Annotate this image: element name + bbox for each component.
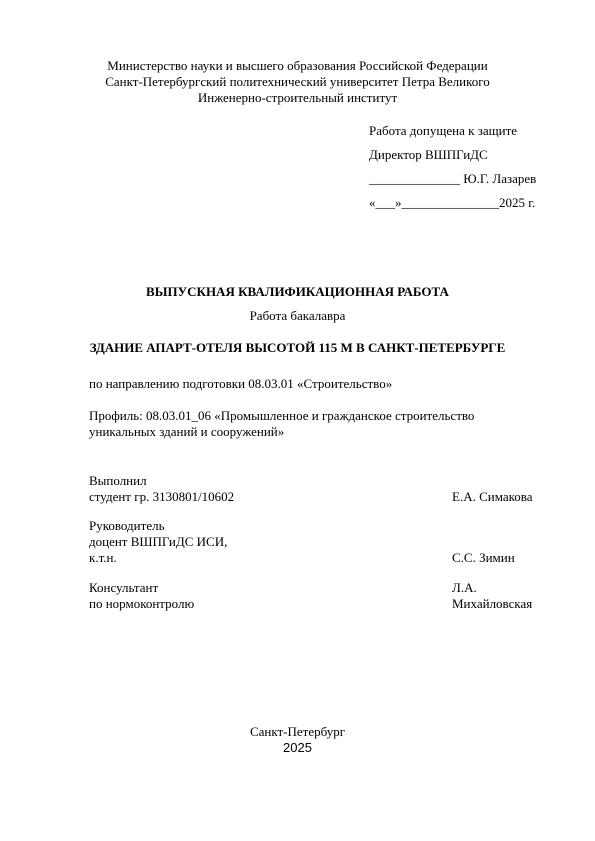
work-kind: Работа бакалавра [249,308,346,323]
profile-line1: Профиль: 08.03.01_06 «Промышленное и гражданское строительство [89,408,475,423]
profile-line2: уникальных зданий и сооружений» [89,424,285,439]
supervisor-position: доцент ВШПГиДС ИСИ, [89,534,228,549]
university-line: Санкт-Петербургский политехнический университет Петра Великого [105,74,490,89]
consultant-initials: Л.А. [452,580,477,595]
footer-city: Санкт-Петербург [249,724,346,739]
thesis-topic: ЗДАНИЕ АПАРТ-ОТЕЛЯ ВЫСОТОЙ 115 М В САНКТ-ПЕТЕРБУРГЕ [89,340,506,355]
consultant-surname: Михайловская [452,596,533,611]
approval-admitted: Работа допущена к защите [369,123,518,138]
approval-director: Директор ВШПГиДС [369,147,488,162]
consultant-role: Консультант [89,580,159,595]
supervisor-name: С.С. Зимин [452,550,515,565]
supervisor-role: Руководитель [89,518,165,533]
performer-group: студент гр. 3130801/10602 [89,489,235,504]
approval-date: «___»_______________2025 г. [369,195,536,210]
study-direction: по направлению подготовки 08.03.01 «Строительство» [89,376,393,391]
approval-signature: ______________ Ю.Г. Лазарев [369,171,537,186]
work-type-title: ВЫПУСКНАЯ КВАЛИФИКАЦИОННАЯ РАБОТА [146,284,449,299]
performer-name: Е.А. Симакова [452,489,533,504]
consultant-area: по нормоконтролю [89,596,195,611]
institute-line: Инженерно-строительный институт [197,90,398,105]
performer-role: Выполнил [89,473,147,488]
supervisor-degree: к.т.н. [89,550,117,565]
approval-block [369,123,579,219]
footer-year: 2025 [283,740,312,755]
ministry-line: Министерство науки и высшего образования Российской Федерации [107,58,488,73]
